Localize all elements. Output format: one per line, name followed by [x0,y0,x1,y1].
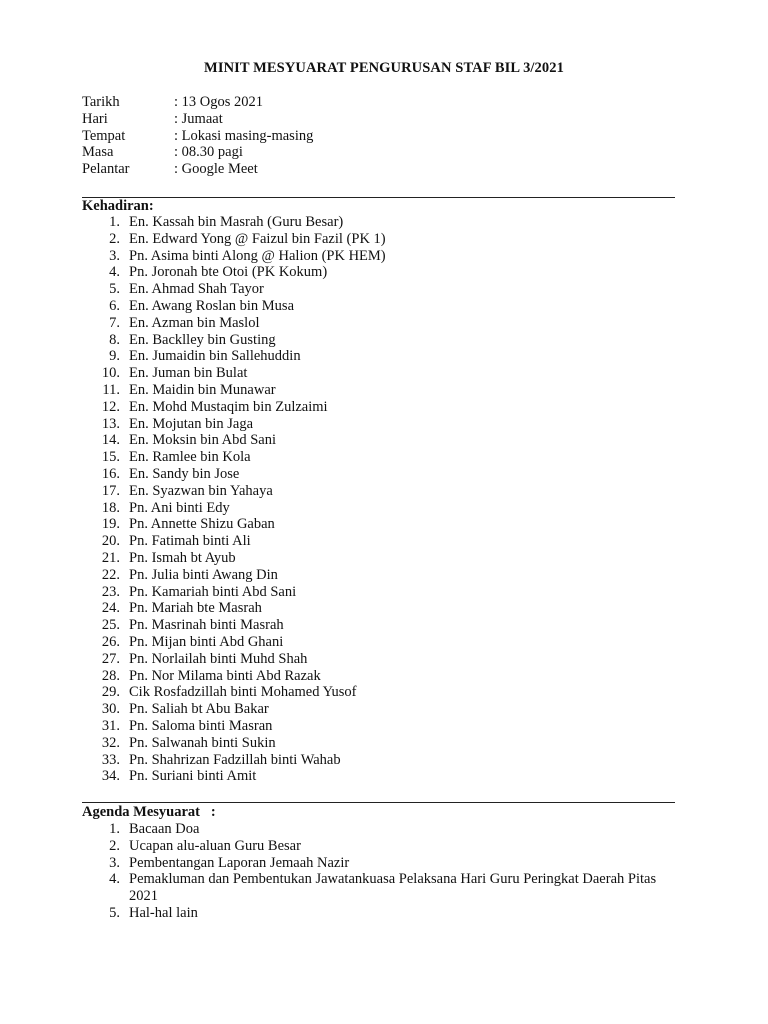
list-item-text: Pn. Ismah bt Ayub [129,549,236,566]
attendee-item [0,348,669,365]
list-item-text: Pn. Suriani binti Amit [129,768,257,785]
list-item-number: 2. [109,837,120,854]
attendee-item [0,416,669,433]
attendee-item [0,701,669,718]
info-row-platform [82,161,313,178]
list-item-number: 31. [101,717,120,734]
attendee-item [0,231,669,248]
info-label: Tempat [82,127,126,144]
list-item-number: 1. [109,821,120,837]
list-item-number: 3. [109,247,120,264]
attendee-item [0,550,669,567]
list-item-number: 2. [109,230,120,247]
info-row-date [82,94,313,111]
list-item-text: Pn. Saliah bt Abu Bakar [129,701,269,718]
info-row-place [82,128,313,145]
list-item-text: En. Moksin bin Abd Sani [129,432,277,449]
info-row-day [82,111,313,128]
list-item-number: 18. [101,499,120,516]
agenda-item [0,821,669,838]
attendee-item [0,668,669,685]
list-item-number: 25. [101,617,120,634]
list-item-text: En. Syazwan bin Yahaya [129,482,273,499]
list-item-text: Pn. Joronah bte Otoi (PK Kokum) [129,264,328,281]
attendee-item [0,533,669,550]
list-item-text: En. Juman bin Bulat [129,365,248,382]
list-item-number: 29. [101,684,120,701]
info-value: : Google Meet [174,161,258,178]
list-item-number: 27. [101,650,120,667]
attendee-item [0,600,669,617]
list-item-text: En. Mojutan bin Jaga [129,415,254,432]
divider [82,197,675,198]
agenda-item [0,905,669,922]
list-item-number: 30. [101,701,120,718]
info-label: Tarikh [82,94,120,110]
list-item-text: En. Kassah bin Masrah (Guru Besar) [129,214,344,230]
list-item-text: Pn. Ani binti Edy [129,499,230,516]
attendee-item [0,735,669,752]
list-item-text: Hal-hal lain [129,904,198,921]
info-value: : Jumaat [174,110,223,127]
list-item-text: En. Ramlee bin Kola [129,449,251,466]
attendee-item [0,584,669,601]
divider [82,802,675,803]
list-item-text: Pn. Mijan binti Abd Ghani [129,633,284,650]
list-item-text: Bacaan Doa [129,821,200,837]
attendee-item [0,365,669,382]
attendee-item [0,617,669,634]
attendee-item [0,483,669,500]
list-item-number: 28. [101,667,120,684]
list-item-text: Pemakluman dan Pembentukan Jawatankuasa Pelaksana Hari Guru Peringkat Daerah Pitas 2021 [129,871,657,905]
list-item-text: Cik Rosfadzillah binti Mohamed Yusof [129,684,357,701]
list-item-text: En. Ahmad Shah Tayor [129,281,264,298]
list-item-number: 32. [101,734,120,751]
meeting-info [82,94,313,178]
attendee-item [0,214,669,231]
list-item-number: 1. [109,214,120,230]
list-item-number: 5. [109,281,120,298]
list-item-text: Pn. Nor Milama binti Abd Razak [129,667,321,684]
list-item-text: En. Backlley bin Gusting [129,331,276,348]
list-item-text: En. Jumaidin bin Sallehuddin [129,348,301,365]
info-label: Pelantar [82,161,130,178]
attendee-item [0,432,669,449]
attendee-item [0,332,669,349]
list-item-number: 17. [101,482,120,499]
list-item-number: 12. [101,398,120,415]
info-label: Hari [82,110,108,127]
list-item-number: 4. [109,871,120,888]
list-item-number: 26. [101,633,120,650]
attendee-item [0,248,669,265]
attendee-item [0,315,669,332]
list-item-text: En. Edward Yong @ Faizul bin Fazil (PK 1) [129,230,386,247]
list-item-text: Pn. Salwanah binti Sukin [129,734,276,751]
list-item-number: 34. [101,768,120,785]
attendance-heading: Kehadiran: [82,198,154,214]
list-item-text: Pembentangan Laporan Jemaah Nazir [129,854,350,871]
list-item-text: Pn. Mariah bte Masrah [129,600,262,617]
info-row-time [82,144,313,161]
list-item-text: Pn. Shahrizan Fadzillah binti Wahab [129,751,341,768]
list-item-number: 24. [101,600,120,617]
list-item-number: 19. [101,516,120,533]
agenda-list [0,821,669,922]
list-item-text: En. Sandy bin Jose [129,465,240,482]
list-item-number: 20. [101,533,120,550]
list-item-text: En. Azman bin Maslol [129,314,260,331]
attendee-item [0,684,669,701]
info-label: Masa [82,144,114,161]
list-item-text: En. Maidin bin Munawar [129,381,276,398]
list-item-number: 23. [101,583,120,600]
list-item-number: 11. [102,381,120,398]
list-item-text: Pn. Kamariah binti Abd Sani [129,583,297,600]
agenda-item [0,855,669,872]
info-value: : Lokasi masing-masing [174,127,314,144]
attendance-list [0,214,669,785]
list-item-number: 22. [101,566,120,583]
attendee-item [0,298,669,315]
info-value: : 08.30 pagi [174,144,243,161]
list-item-number: 16. [101,465,120,482]
list-item-number: 3. [109,854,120,871]
list-item-text: En. Awang Roslan bin Musa [129,297,295,314]
attendee-item [0,466,669,483]
list-item-text: Pn. Norlailah binti Muhd Shah [129,650,308,667]
list-item-number: 4. [109,264,120,281]
list-item-text: En. Mohd Mustaqim bin Zulzaimi [129,398,328,415]
list-item-text: Pn. Annette Shizu Gaban [129,516,275,533]
list-item-text: Pn. Fatimah binti Ali [129,533,251,550]
list-item-text: Ucapan alu-aluan Guru Besar [129,837,301,854]
list-item-number: 9. [109,348,120,365]
attendee-item [0,500,669,517]
list-item-number: 5. [109,904,120,921]
attendee-item [0,516,669,533]
attendee-item [0,449,669,466]
list-item-text: Pn. Julia binti Awang Din [129,566,278,583]
attendee-item [0,718,669,735]
attendee-item [0,651,669,668]
agenda-item [0,838,669,855]
list-item-number: 15. [101,449,120,466]
attendee-item [0,752,669,769]
list-item-number: 33. [101,751,120,768]
attendee-item [0,567,669,584]
list-item-number: 21. [101,549,120,566]
list-item-number: 8. [109,331,120,348]
list-item-text: Pn. Masrinah binti Masrah [129,617,284,634]
document-title: MINIT MESYUARAT PENGURUSAN STAF BIL 3/2021 [204,60,564,76]
list-item-number: 13. [101,415,120,432]
attendee-item [0,768,669,785]
info-value: : 13 Ogos 2021 [174,94,264,110]
list-item-number: 10. [101,365,120,382]
agenda-item [0,871,669,905]
agenda-heading: Agenda Mesyuarat : [82,804,216,820]
attendee-item [0,382,669,399]
attendee-item [0,281,669,298]
list-item-number: 7. [109,314,120,331]
attendee-item [0,399,669,416]
list-item-text: Pn. Asima binti Along @ Halion (PK HEM) [129,247,386,264]
list-item-number: 6. [109,297,120,314]
attendee-item [0,634,669,651]
list-item-text: Pn. Saloma binti Masran [129,717,273,734]
list-item-number: 14. [101,432,120,449]
attendee-item [0,264,669,281]
